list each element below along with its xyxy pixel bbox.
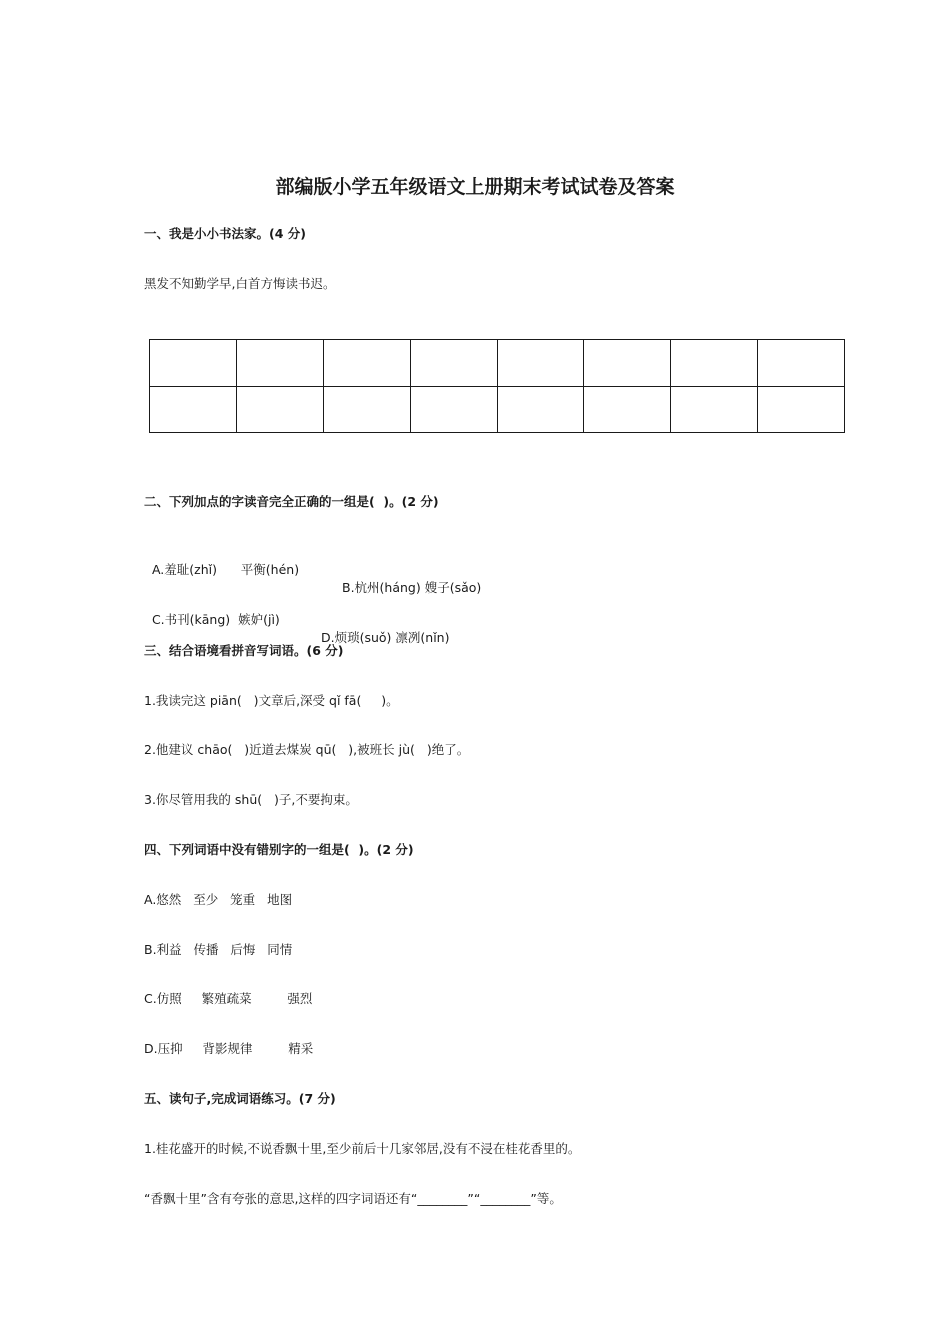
grid-cell[interactable] — [323, 340, 410, 387]
section-4-option-c: C.仿照 繁殖疏菜 强烈 — [144, 991, 313, 1006]
grid-cell[interactable] — [410, 340, 497, 387]
grid-cell[interactable] — [758, 386, 845, 433]
section-1-poem-line: 黑发不知勤学早,白首方悔读书迟。 — [144, 276, 336, 291]
section-3-question-1: 1.我读完这 piān( )文章后,深受 qǐ fā( )。 — [144, 693, 399, 708]
section-1-heading: 一、我是小小书法家。(4 分) — [144, 226, 306, 241]
grid-row — [150, 340, 845, 387]
grid-cell[interactable] — [671, 340, 758, 387]
section-5-question: “香飘十里”含有夸张的意思,这样的四字词语还有“________”“________”等。 — [144, 1191, 562, 1206]
option-d: D.烦琐(suǒ) 凛冽(nǐn) — [321, 630, 450, 645]
grid-cell[interactable] — [323, 386, 410, 433]
grid-cell[interactable] — [671, 386, 758, 433]
page-title: 部编版小学五年级语文上册期末考试试卷及答案 — [275, 176, 675, 198]
option-b: B.杭州(háng) 嫂子(sǎo) — [342, 580, 482, 595]
grid-cell[interactable] — [758, 340, 845, 387]
section-5-sentence: 1.桂花盛开的时候,不说香飘十里,至少前后十几家邻居,没有不浸在桂花香里的。 — [144, 1141, 581, 1156]
grid-cell[interactable] — [410, 386, 497, 433]
section-4-option-d: D.压抑 背影规律 精采 — [144, 1041, 314, 1056]
option-c: C.书刊(kāng) 嫉妒(jì) — [151, 612, 280, 627]
grid-cell[interactable] — [584, 340, 671, 387]
section-2-options-row-1 — [144, 543, 482, 597]
section-4-option-a: A.悠然 至少 笼重 地图 — [144, 892, 293, 907]
grid-cell[interactable] — [150, 386, 237, 433]
section-3-heading: 三、结合语境看拼音写词语。(6 分) — [144, 643, 344, 658]
section-4-option-b: B.利益 传播 后悔 同情 — [144, 942, 293, 957]
section-3-question-3: 3.你尽管用我的 shū( )子,不要拘束。 — [144, 792, 358, 807]
grid-row — [150, 386, 845, 433]
grid-cell[interactable] — [497, 386, 584, 433]
section-4-heading: 四、下列词语中没有错别字的一组是( )。(2 分) — [144, 842, 414, 857]
option-a: A.羞耻(zhǐ) 平衡(hén) — [151, 562, 300, 577]
section-2-heading: 二、下列加点的字读音完全正确的一组是( )。(2 分) — [144, 494, 439, 509]
grid-cell[interactable] — [236, 386, 323, 433]
section-2-options-row-2 — [144, 593, 450, 647]
grid-cell[interactable] — [150, 340, 237, 387]
grid-cell[interactable] — [236, 340, 323, 387]
grid-cell[interactable] — [497, 340, 584, 387]
calligraphy-grid — [149, 339, 845, 433]
section-5-heading: 五、读句子,完成词语练习。(7 分) — [144, 1091, 336, 1106]
section-3-question-2: 2.他建议 chāo( )近道去煤炭 qū( ),被班长 jù( )绝了。 — [144, 742, 470, 757]
grid-cell[interactable] — [584, 386, 671, 433]
